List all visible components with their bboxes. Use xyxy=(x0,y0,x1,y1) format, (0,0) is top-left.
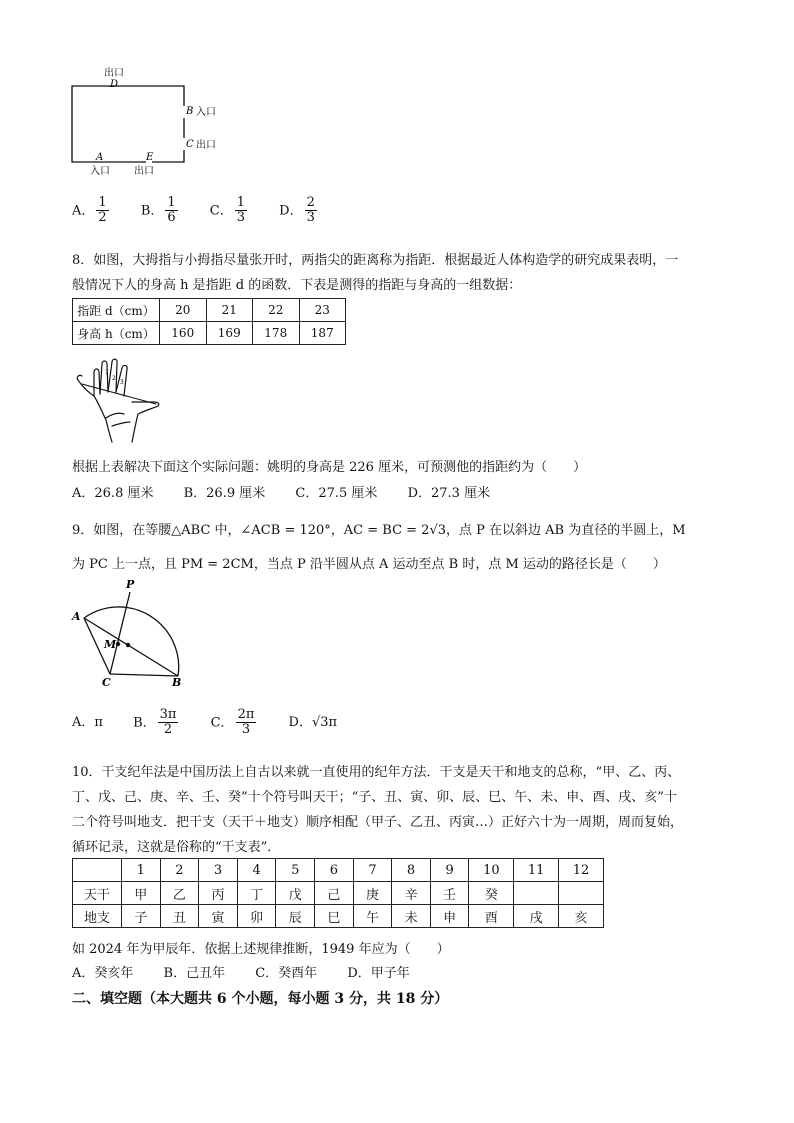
table-row xyxy=(73,905,604,928)
table-row xyxy=(73,882,604,905)
q10-option-d[interactable]: D．甲子年 xyxy=(347,966,410,981)
q7-option-a[interactable]: A． $\frac{1}{2}$ xyxy=(72,195,107,226)
q7-label-c: C xyxy=(186,139,194,150)
table-cell: 亥 xyxy=(559,905,604,928)
fraction: $\frac{3\pi}{2}$ xyxy=(159,707,177,738)
ganzhi-table xyxy=(72,858,604,928)
table-cell: 戌 xyxy=(514,905,559,928)
q7-label-e: E xyxy=(146,152,154,163)
table-header-cell: 地支 xyxy=(73,905,122,928)
table-cell xyxy=(559,882,604,905)
q9-label-a: A xyxy=(72,610,81,623)
table-header-cell: 指距 d（cm） xyxy=(73,299,160,322)
table-cell: 9 xyxy=(430,859,469,882)
q7-option-d[interactable]: D． $\frac{2}{3}$ xyxy=(279,195,315,226)
table-cell: 壬 xyxy=(430,882,469,905)
q10-option-c[interactable]: C．癸酉年 xyxy=(255,966,318,981)
q7-exit-top: 出口 xyxy=(104,68,124,79)
q9-label-b: B xyxy=(172,676,182,688)
table-cell: 庚 xyxy=(353,882,392,905)
table-cell: 169 xyxy=(206,322,253,345)
q9-stem: 9．如图，在等腰△ABC 中，∠ACB = 120°，AC = BC = 2√3，点 P 在以斜边 AB 为直径的半圆上，M 为 PC 上一点，且 PM = 2CM，当点 P 沿半圆从点 A 运动至点 B 时，点 M 运动的路径长是（ ） xyxy=(72,523,686,572)
q7-label-b: B xyxy=(186,106,194,117)
q8-table xyxy=(72,298,346,345)
table-cell: 午 xyxy=(353,905,392,928)
table-header-cell: 身高 h（cm） xyxy=(73,322,160,345)
svg-text:2: 2 xyxy=(112,375,116,382)
q7-entry-bottom: 入口 xyxy=(90,166,110,177)
q9-label-c: C xyxy=(102,676,111,688)
table-header-cell xyxy=(73,859,122,882)
q9-option-c[interactable]: C． $\frac{2\pi}{3}$ xyxy=(210,707,255,738)
table-cell: 5 xyxy=(276,859,315,882)
hand-illustration xyxy=(72,356,164,446)
table-cell: 1 xyxy=(122,859,161,882)
q9-diagram xyxy=(68,576,192,688)
q8-option-d[interactable]: D．27.3 厘米 xyxy=(407,486,491,501)
table-cell: 4 xyxy=(237,859,276,882)
q10-stem: 10．干支纪年法是中国历法上自古以来就一直使用的纪年方法．干支是天干和地支的总称，“甲、乙、丙、 丁、戊、己、庚、辛、壬、癸”十个符号叫天干；“子、丑、寅、卯、辰、巳、午、未、申、酉、戌、亥”十 二个符号叫地支．把干支（天干＋地支）顺序相配（甲子、乙丑、丙寅…）正好六十为一周期，周而复始， 循环记录，这就是俗称的“干支表”． xyxy=(72,765,684,855)
q7-option-c[interactable]: C． $\frac{1}{3}$ xyxy=(209,195,246,226)
q8-option-c[interactable]: C．27.5 厘米 xyxy=(295,486,378,501)
q9-option-d[interactable]: D．√3π xyxy=(288,715,338,731)
table-cell: 23 xyxy=(299,299,346,322)
table-row xyxy=(73,859,604,882)
table-cell: 巳 xyxy=(315,905,354,928)
q8-option-b[interactable]: B．26.9 厘米 xyxy=(183,486,266,501)
table-cell: 寅 xyxy=(199,905,238,928)
q8-stem: 8．如图，大拇指与小拇指尽量张开时，两指尖的距离称为指距．根据最近人体构造学的研究成果表明，一 般情况下人的身高 h 是指距 d 的函数．下表是测得的指距与身高的一组数据： xyxy=(72,253,679,293)
table-cell: 丙 xyxy=(199,882,238,905)
q8-question: 根据上表解决下面这个实际问题：姚明的身高是 226 厘米，可预测他的指距约为（ ） xyxy=(72,460,587,475)
q9-option-a[interactable]: A．π xyxy=(72,715,103,731)
table-cell: 178 xyxy=(253,322,300,345)
table-row xyxy=(73,299,346,322)
table-cell: 20 xyxy=(160,299,207,322)
table-header-cell: 天干 xyxy=(73,882,122,905)
q9-segment-cb xyxy=(110,674,178,676)
q9-segment-pc xyxy=(110,592,130,674)
q7-diagram xyxy=(60,62,240,180)
q7-label-a: A xyxy=(96,152,104,163)
table-cell: 丑 xyxy=(160,905,199,928)
fraction: $\frac{2}{3}$ xyxy=(306,195,315,226)
table-cell: 辰 xyxy=(276,905,315,928)
table-cell: 7 xyxy=(353,859,392,882)
fraction: $\frac{1}{6}$ xyxy=(167,195,176,226)
q10-option-a[interactable]: A．癸亥年 xyxy=(72,966,134,981)
q7-options xyxy=(72,196,345,226)
fraction: $\frac{1}{3}$ xyxy=(236,195,246,226)
q7-rect-outline xyxy=(72,86,136,162)
q9-label-p: P xyxy=(126,578,135,591)
q7-rect-outline-right xyxy=(136,86,184,106)
q7-segment-ce xyxy=(152,150,184,162)
table-cell: 21 xyxy=(206,299,253,322)
q7-exit-bottom: 出口 xyxy=(134,166,154,177)
q10-options xyxy=(72,962,436,981)
table-cell: 癸 xyxy=(469,882,514,905)
svg-text:1: 1 xyxy=(105,369,109,376)
q10-question: 如 2024 年为甲辰年．依据上述规律推断，1949 年应为（ ） xyxy=(72,942,450,957)
table-cell: 160 xyxy=(160,322,207,345)
table-cell: 子 xyxy=(122,905,161,928)
table-cell: 12 xyxy=(559,859,604,882)
table-cell: 丁 xyxy=(237,882,276,905)
fraction: $\frac{2\pi}{3}$ xyxy=(237,707,255,738)
table-cell: 辛 xyxy=(392,882,431,905)
q9-option-b[interactable]: B． $\frac{3\pi}{2}$ xyxy=(133,707,177,738)
table-cell: 3 xyxy=(199,859,238,882)
table-cell: 2 xyxy=(160,859,199,882)
svg-text:3: 3 xyxy=(120,379,124,386)
q7-entry-right: 入口 xyxy=(196,107,216,118)
q9-options xyxy=(72,708,363,738)
q7-exit-right: 出口 xyxy=(196,140,216,151)
table-cell: 酉 xyxy=(469,905,514,928)
table-cell: 卯 xyxy=(237,905,276,928)
table-cell: 乙 xyxy=(160,882,199,905)
table-cell: 10 xyxy=(469,859,514,882)
q8-options xyxy=(72,482,516,501)
table-cell: 甲 xyxy=(122,882,161,905)
q7-label-d: D xyxy=(110,79,119,90)
table-cell: 11 xyxy=(514,859,559,882)
table-cell: 187 xyxy=(299,322,346,345)
q9-semicircle-arc xyxy=(84,607,179,676)
table-cell: 6 xyxy=(315,859,354,882)
section-heading: 二、填空题（本大题共 6 个小题，每小题 3 分，共 18 分） xyxy=(72,991,449,1007)
q8-option-a[interactable]: A．26.8 厘米 xyxy=(72,486,154,501)
table-cell: 戊 xyxy=(276,882,315,905)
table-cell: 申 xyxy=(430,905,469,928)
q10-option-b[interactable]: B．己丑年 xyxy=(163,966,226,981)
fraction: $\frac{1}{2}$ xyxy=(98,195,107,226)
table-cell xyxy=(514,882,559,905)
q7-option-b[interactable]: B． $\frac{1}{6}$ xyxy=(140,195,176,226)
table-cell: 8 xyxy=(392,859,431,882)
table-cell: 己 xyxy=(315,882,354,905)
q9-label-m: M xyxy=(104,638,117,651)
table-cell: 22 xyxy=(253,299,300,322)
table-row xyxy=(73,322,346,345)
table-cell: 未 xyxy=(392,905,431,928)
